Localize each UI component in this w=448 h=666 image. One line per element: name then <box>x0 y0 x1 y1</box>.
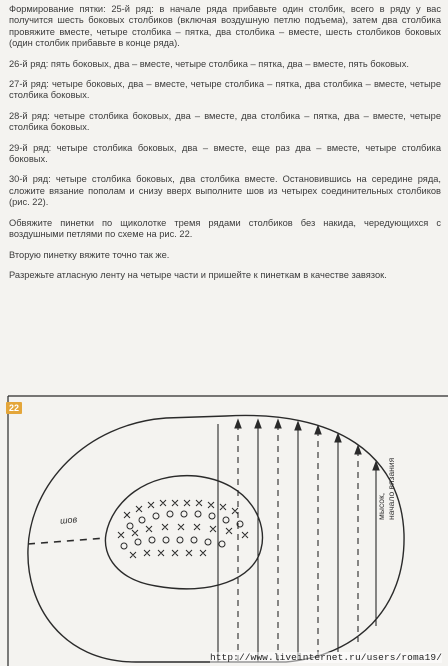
toe-label-line1: мысок, <box>376 492 386 520</box>
paragraph-row-27: 27-й ряд: четыре боковых, два – вместе, четыре столбика – пятка, два столбика – вместе, четыре столбика боковых. <box>9 79 441 101</box>
paragraph-second-bootie: Вторую пинетку вяжите точно так же. <box>9 249 170 260</box>
paragraph-row-30: 30-й ряд: четыре столбика боковых, два столбика вместе. Остановившись на середине ряда, сложите вязание пополам и снизу вверх выполните шов из четырех соединительных столбиков (рис. 22). <box>9 174 441 208</box>
toe-label-line2: начало вязания <box>386 457 396 520</box>
paragraph-row-26: 26-й ряд: пять боковых, два – вместе, четыре столбика – пятка, два – вместе, пять боковых. <box>9 58 409 69</box>
paragraph-heel-25: Формирование пятки: 25-й ряд: в начале ряда прибавьте один столбик, всего в ряду у вас получится шесть боковых столбиков (включая воздушную петлю подъема), затем два столбика провяжите вместе, четыре столбика – пятка, два столбика – вместе, шесть столбиков боковых (один столбик прибавьте в конце ряда). <box>9 4 441 49</box>
paragraph-row-28: 28-й ряд: четыре столбика боковых, два – вместе, два столбика – пятка, два – вместе, четыре столбика боковых. <box>9 110 441 133</box>
paragraph-edging: Обвяжите пинетки по щиколотке тремя рядами столбиков без накида, чередующихся с воздушными петлями по схеме на рис. 22. <box>9 217 441 240</box>
opening-outline <box>105 476 262 589</box>
watermark-url: http://www.liveinternet.ru/users/roma19/ <box>209 652 442 663</box>
figure-number-badge: 22 <box>6 402 22 414</box>
instructions-text <box>9 4 441 290</box>
toe-label <box>376 430 396 520</box>
paragraph-ribbon: Разрежьте атласную ленту на четыре части и пришейте к пинеткам в качестве завязок. <box>9 269 387 280</box>
seam-line <box>28 538 106 544</box>
paragraph-row-29: 29-й ряд: четыре столбика боковых, два – вместе, еще раз два – вместе, четыре столбика боковых. <box>9 142 441 165</box>
seam-label: шов <box>59 514 78 526</box>
